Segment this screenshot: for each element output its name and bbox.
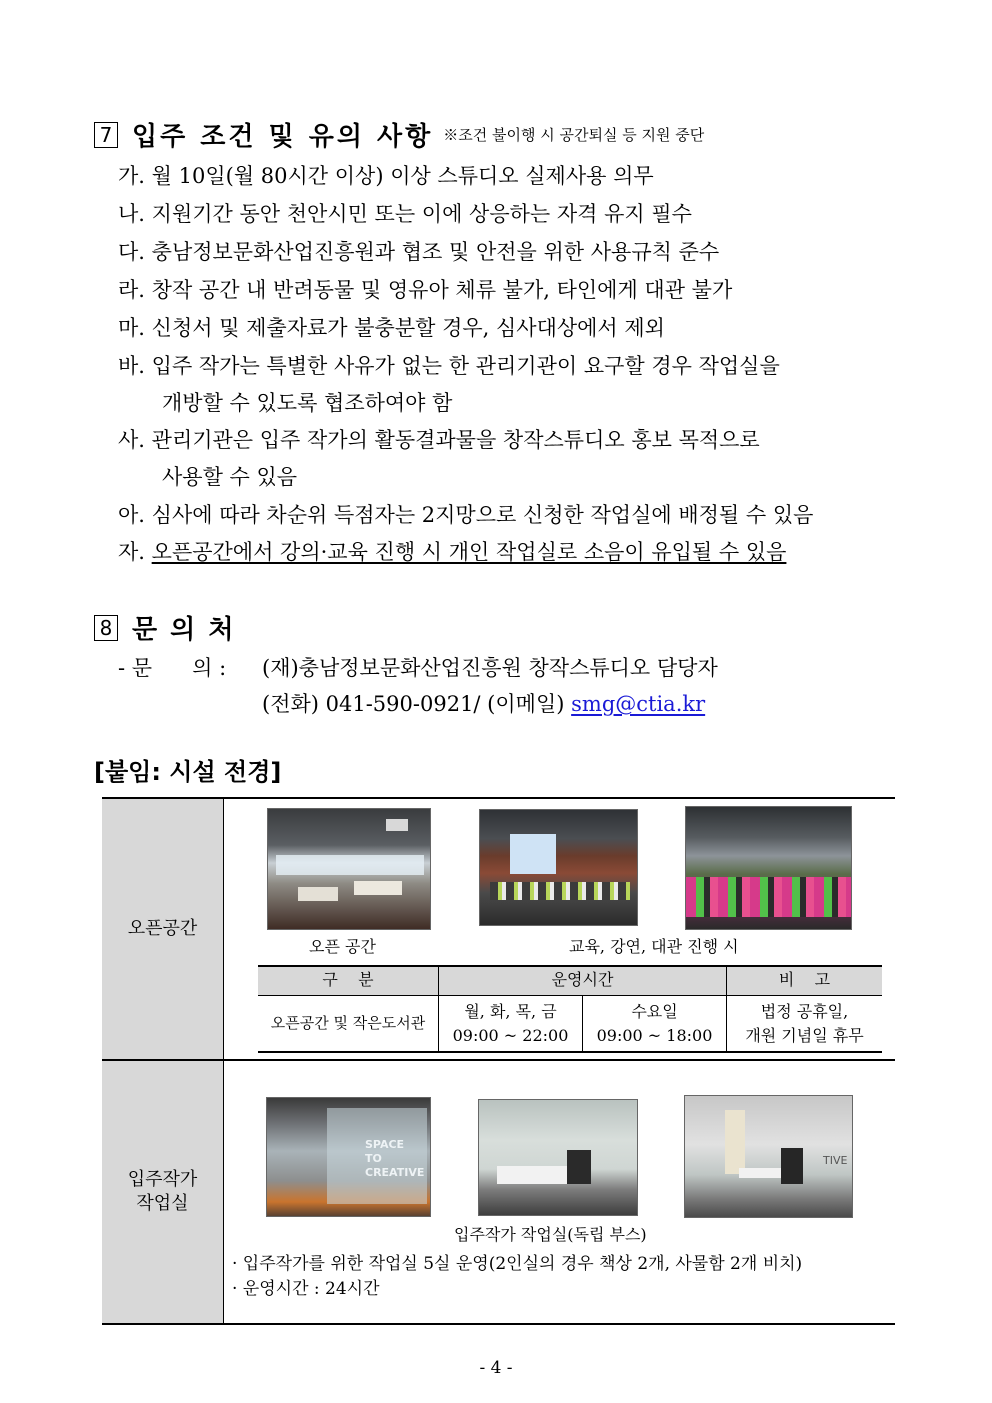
section-number: 7: [94, 122, 118, 148]
glass-text: SPACE TO CREATIVE: [365, 1138, 425, 1179]
studio-bullet: · 입주작가를 위한 작업실 5실 운영(2인실의 경우 책상 2개, 사물함 2개 비치): [232, 1254, 803, 1274]
contact-phone-email: [262, 688, 705, 718]
weekday-hours-cell: 월, 화, 목, 금 09:00 ~ 22:00: [452, 1002, 569, 1045]
appendix-title: [붙임: 시설 전경]: [94, 758, 282, 786]
page-number: - 4 -: [479, 1358, 513, 1378]
contact-phone: (전화) 041-590-0921/ (이메일): [262, 692, 565, 716]
list-item: 가. 월 10일(월 80시간 이상) 이상 스튜디오 실제사용 의무: [118, 164, 654, 188]
schedule-table: [258, 965, 882, 1053]
list-item: 라. 창작 공간 내 반려동물 및 영유아 체류 불가, 타인에게 대관 불가: [118, 278, 733, 302]
section-note: ※조건 불이행 시 공간퇴실 등 지원 중단: [443, 126, 705, 144]
facility-table: [102, 797, 895, 1325]
list-item: 아. 심사에 따라 차순위 득점자는 2지망으로 신청한 작업실에 배정될 수 있음: [118, 503, 814, 527]
header-note: 비 고: [778, 970, 831, 990]
lecture-photo: [479, 809, 638, 926]
list-item: 바. 입주 작가는 특별한 사유가 없는 한 관리기관이 요구할 경우 작업실을: [118, 354, 780, 378]
list-item: 사. 관리기관은 입주 작가의 활동결과물을 창작스튜디오 홍보 목적으로: [118, 428, 760, 452]
wednesday-hours-cell: 수요일 09:00 ~ 18:00: [596, 1002, 713, 1045]
list-item: 자. 오픈공간에서 강의·교육 진행 시 개인 작업실로 소음이 유입될 수 있음: [118, 540, 787, 564]
studio-bullet: · 운영시간 : 24시간: [232, 1279, 380, 1299]
list-item: 다. 충남정보문화산업진흥원과 협조 및 안전을 위한 사용규칙 준수: [118, 240, 720, 264]
list-item-continuation: 사용할 수 있음: [162, 465, 298, 489]
list-item: 나. 지원기간 동안 천안시민 또는 이에 상응하는 자격 유지 필수: [118, 202, 692, 226]
section-number: 8: [94, 615, 118, 641]
section-title: 입주 조건 및 유의 사항: [132, 122, 434, 152]
wall-text: TIVE: [823, 1154, 848, 1167]
event-photo: [685, 806, 852, 930]
contact-label: - 문 의 :: [118, 656, 227, 680]
studio-glass-photo: [266, 1097, 431, 1217]
header-hours: 운영시간: [551, 970, 614, 990]
section-8-heading: [94, 609, 235, 646]
section-7-heading: [94, 116, 704, 153]
note-cell: 법정 공휴일, 개원 기념일 휴무: [745, 1002, 864, 1045]
open-space-label: 오픈공간: [102, 799, 223, 1059]
open-space-caption: 오픈 공간: [309, 937, 376, 956]
studio-booth-photo: [478, 1099, 638, 1216]
list-item-continuation: 개방할 수 있도록 협조하여야 함: [162, 391, 453, 415]
studio-label: 입주작가 작업실: [102, 1061, 223, 1323]
email-link[interactable]: smg@ctia.kr: [571, 692, 706, 716]
header-category: 구 분: [322, 970, 374, 990]
studio-caption: 입주작가 작업실(독립 부스): [454, 1225, 647, 1244]
section-title: 문 의 처: [132, 615, 236, 645]
lecture-caption: 교육, 강연, 대관 진행 시: [569, 937, 739, 956]
row-label: 오픈공간 및 작은도서관: [270, 1013, 426, 1032]
open-space-photo: [267, 808, 431, 930]
studio-desk-photo: [684, 1095, 853, 1218]
list-item: 마. 신청서 및 제출자료가 불충분할 경우, 심사대상에서 제외: [118, 316, 665, 340]
contact-org: (재)충남정보문화산업진흥원 창작스튜디오 담당자: [262, 656, 718, 680]
